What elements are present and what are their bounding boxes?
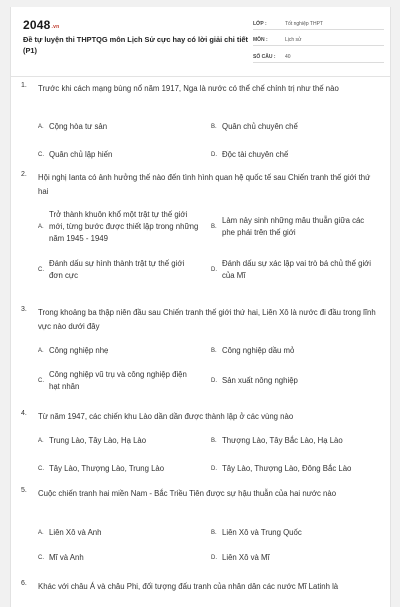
question-number: 1. — [21, 82, 27, 89]
meta-row-class — [253, 16, 384, 30]
option-b[interactable] — [211, 120, 381, 134]
option-letter: B. — [211, 348, 217, 354]
option-text: Trung Lào, Tây Lào, Hạ Lào — [49, 436, 147, 445]
option-letter: D. — [211, 267, 217, 273]
option-a[interactable] — [38, 120, 198, 134]
option-text: Mĩ và Anh — [49, 553, 84, 562]
option-a[interactable] — [38, 209, 208, 245]
option-letter: A. — [38, 124, 44, 130]
option-c[interactable] — [38, 148, 198, 162]
option-text: Sản xuất nông nghiệp — [222, 376, 298, 385]
option-letter: D. — [211, 378, 217, 384]
option-b[interactable] — [211, 434, 383, 448]
option-text: Đánh dấu sự hình thành trật tự thế giới đơn cực — [49, 259, 185, 280]
option-letter: B. — [211, 438, 217, 444]
option-text: Trở thành khuôn khổ một trật tự thế giới mới, từng bước được thiết lập trong những năm 1945 - 1949 — [49, 210, 199, 243]
option-text: Tây Lào, Thượng Lào, Đông Bắc Lào — [222, 464, 352, 473]
option-d[interactable] — [211, 374, 381, 388]
option-text: Liên Xô và Mĩ — [222, 553, 270, 562]
option-a[interactable] — [38, 434, 208, 448]
option-letter: B. — [211, 224, 217, 230]
question-2 — [21, 171, 383, 299]
option-text: Làm nảy sinh những mâu thuẫn giữa các phe phái trên thế giới — [222, 216, 365, 237]
option-letter: C. — [38, 267, 44, 273]
option-letter: C. — [38, 152, 44, 158]
site-logo[interactable] — [23, 18, 59, 32]
option-text: Đánh dấu sự xác lập vai trò bá chủ thế giới của Mĩ — [222, 259, 372, 280]
question-number: 6. — [21, 580, 27, 587]
question-4 — [21, 410, 383, 480]
option-letter: D. — [211, 152, 217, 158]
meta-label: LỚP : — [253, 20, 267, 27]
option-letter: D. — [211, 466, 217, 472]
option-a[interactable] — [38, 526, 198, 540]
meta-value: Tốt nghiệp THPT — [285, 20, 323, 27]
option-text: Quân chủ chuyên chế — [222, 122, 298, 131]
question-text: Khác với châu Á và châu Phi, đối tượng đấu tranh của nhân dân các nước Mĩ Latinh là — [38, 582, 339, 591]
option-text: Liên Xô và Trung Quốc — [222, 528, 302, 537]
question-text: Cuộc chiến tranh hai miền Nam - Bắc Triều Tiên được sự hậu thuẫn của hai nước nào — [38, 489, 337, 498]
question-number: 5. — [21, 487, 27, 494]
logo-suffix: .vn — [51, 24, 60, 30]
exam-header — [11, 7, 390, 77]
option-text: Công nghiệp vũ trụ và công nghiệp điện hạt nhân — [49, 370, 187, 391]
question-text: Từ năm 1947, các chiến khu Lào dần dần được thành lập ở các vùng nào — [38, 412, 294, 421]
option-text: Độc tài chuyên chế — [222, 150, 289, 159]
question-5 — [21, 487, 383, 571]
logo-text: 2048 — [23, 18, 51, 32]
option-letter: D. — [211, 555, 217, 561]
question-1 — [21, 82, 383, 162]
meta-row-subject — [253, 33, 384, 47]
exam-meta — [253, 16, 384, 63]
option-d[interactable] — [211, 462, 383, 476]
option-c[interactable] — [38, 462, 208, 476]
option-letter: A. — [38, 224, 44, 230]
meta-value: Lịch sử — [285, 37, 302, 43]
option-d[interactable] — [211, 148, 381, 162]
meta-label: SỐ CÂU : — [253, 53, 276, 60]
option-letter: A. — [38, 348, 44, 354]
option-text: Công nghiệp nhẹ — [49, 346, 109, 355]
option-letter: B. — [211, 530, 217, 536]
question-number: 4. — [21, 410, 27, 417]
question-6 — [21, 580, 383, 607]
exam-title: Đề tự luyện thi THPTQG môn Lịch Sử cực hay có lời giải chi tiết (P1) — [23, 35, 248, 55]
question-text: Trong khoảng ba thập niên đầu sau Chiến tranh thế giới thứ hai, Liên Xô là nước đi đầu trong lĩnh vực nào dưới đây — [38, 308, 376, 331]
question-text: Hội nghị Ianta có ảnh hưởng thế nào đến tình hình quan hệ quốc tế sau Chiến tranh thế giới thứ hai — [38, 173, 371, 196]
option-text: Quân chủ lập hiến — [49, 150, 113, 159]
option-letter: C. — [38, 555, 44, 561]
option-d[interactable] — [211, 257, 381, 283]
question-number: 2. — [21, 171, 27, 178]
option-c[interactable] — [38, 368, 208, 394]
exam-page — [10, 7, 391, 607]
option-c[interactable] — [38, 551, 198, 565]
meta-label: MÔN : — [253, 37, 268, 43]
option-text: Công nghiệp dầu mỏ — [222, 346, 295, 355]
question-3 — [21, 306, 383, 406]
option-text: Liên Xô và Anh — [49, 528, 102, 537]
option-a[interactable] — [38, 344, 198, 358]
option-c[interactable] — [38, 257, 208, 283]
option-letter: B. — [211, 124, 217, 130]
option-letter: C. — [38, 466, 44, 472]
meta-value: 40 — [285, 53, 291, 60]
meta-row-count — [253, 49, 384, 63]
option-text: Thượng Lào, Tây Bắc Lào, Hạ Lào — [222, 436, 343, 445]
option-letter: C. — [38, 378, 44, 384]
question-number: 3. — [21, 306, 27, 313]
option-b[interactable] — [211, 526, 381, 540]
option-text: Cộng hòa tư sản — [49, 122, 108, 131]
option-b[interactable] — [211, 344, 381, 358]
option-d[interactable] — [211, 551, 381, 565]
option-letter: A. — [38, 530, 44, 536]
question-text: Trước khi cách mạng bùng nổ năm 1917, Nga là nước có thể chế chính trị như thế nào — [38, 84, 339, 93]
option-letter: A. — [38, 438, 44, 444]
option-b[interactable] — [211, 209, 381, 245]
option-text: Tây Lào, Thượng Lào, Trung Lào — [49, 464, 165, 473]
